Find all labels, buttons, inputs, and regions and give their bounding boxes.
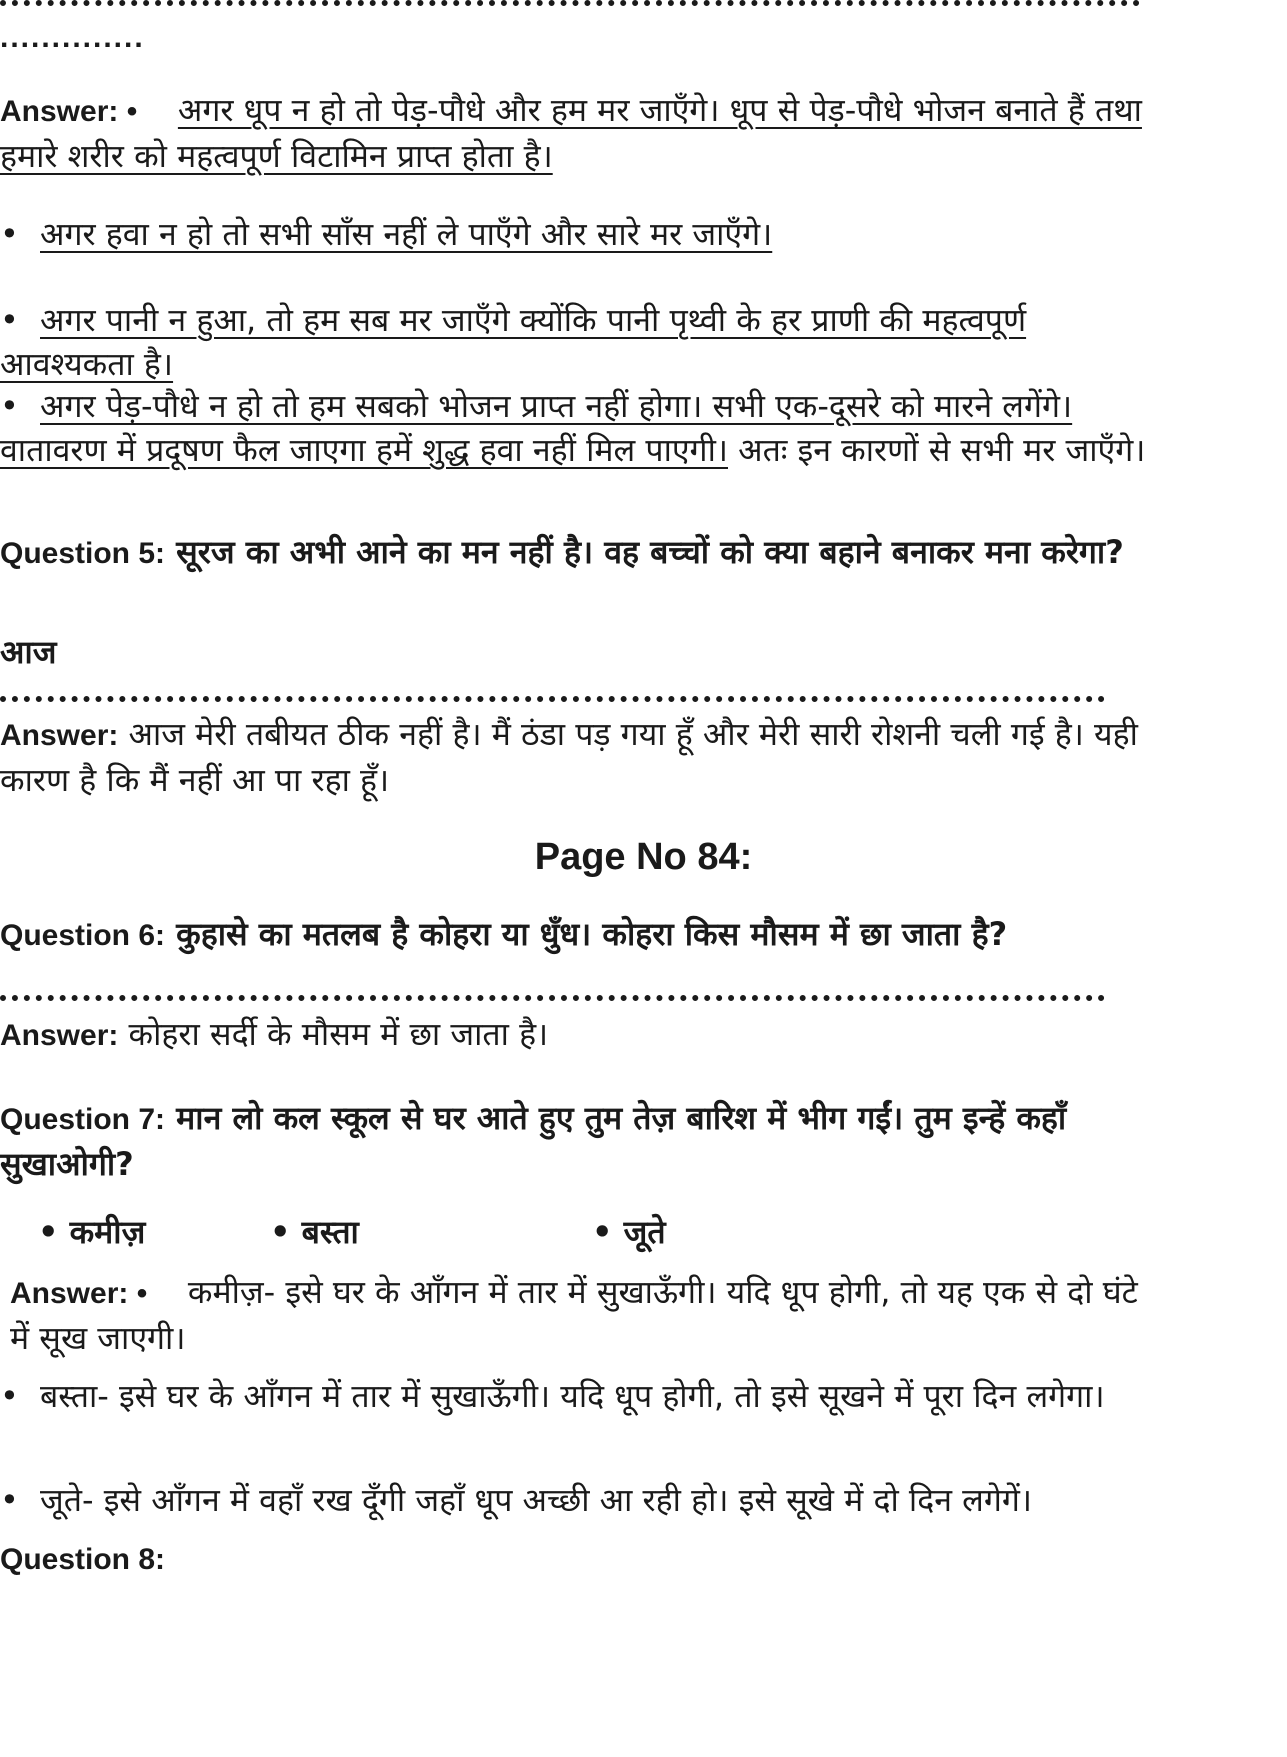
q4-answer-para-1 — [0, 88, 1150, 178]
page-heading: Page No 84: — [534, 836, 753, 878]
question-6 — [0, 912, 1150, 958]
answer-label: Answer: — [0, 1019, 119, 1052]
question-label: Question 7: — [0, 1103, 166, 1136]
question-text: मान लो कल स्कूल से घर आते हुए तुम तेज़ बारिश में भीग गईं। तुम इन्हें कहाँ सुखाओगी? — [0, 1099, 1067, 1183]
fill-in-dots — [0, 995, 1105, 1005]
question-7-answer-1 — [10, 1270, 1160, 1360]
bullet: • — [0, 387, 19, 425]
answer-text: आज मेरी तबीयत ठीक नहीं है। मैं ठंडा पड़ गया हूँ और मेरी सारी रोशनी चली गई है। यही कारण है कि मैं नहीं आ पा रहा हूँ। — [0, 715, 1138, 799]
question-5-prompt: आज — [0, 633, 57, 671]
question-8 — [0, 1536, 165, 1582]
bullet: • — [0, 301, 19, 339]
answer-label: Answer: • — [0, 95, 138, 128]
answer-label: Answer: • — [10, 1277, 148, 1310]
answer-text: कमीज़- इसे घर के आँगन में तार में सुखाऊँगी। यदि धूप होगी, तो यह एक से दो घंटे में सूख जाएगी। — [10, 1273, 1138, 1357]
question-label: Question 8: — [0, 1543, 166, 1576]
q4-answer-para-4 — [0, 384, 1150, 472]
question-label: Question 5: — [0, 537, 166, 570]
answer-text-underlined: अगर पेड़-पौधे न हो तो हम सबको भोजन प्राप्त नहीं होगा। सभी एक-दूसरे को मारने लगेंगे। वातावरण में प्रदूषण फैल जाएगा हमें शुद्ध हवा नहीं मिल पाएगी। — [0, 387, 1073, 469]
fill-in-dots — [0, 696, 1105, 706]
question-text: कुहासे का मतलब है कोहरा या धुँध। कोहरा किस मौसम में छा जाता है? — [176, 915, 1008, 953]
option-shirt: • कमीज़ — [38, 1213, 146, 1251]
question-7-answer-2 — [0, 1374, 1150, 1418]
question-5 — [0, 530, 1150, 576]
answer-text: बस्ता- इसे घर के आँगन में तार में सुखाऊँगी। यदि धूप होगी, तो इसे सूखने में पूरा दिन लगेगा। — [40, 1377, 1105, 1415]
question-6-answer — [0, 1012, 1150, 1058]
q4-answer-para-2 — [0, 212, 1150, 256]
bullet: • — [0, 1481, 19, 1519]
answer-text: कोहरा सर्दी के मौसम में छा जाता है। — [128, 1015, 549, 1053]
question-label: Question 6: — [0, 919, 166, 952]
answer-text: अगर हवा न हो तो सभी साँस नहीं ले पाएँगे और सारे मर जाएँगे। — [40, 215, 773, 253]
q4-answer-para-3 — [0, 298, 1150, 386]
answer-label: Answer: — [0, 719, 119, 752]
bullet: • — [0, 215, 19, 253]
answer-text: जूते- इसे आँगन में वहाँ रख दूँगी जहाँ धूप अच्छी आ रही हो। इसे सूखे में दो दिन लगेगें। — [40, 1481, 1032, 1519]
question-7 — [0, 1096, 1150, 1186]
question-7-answer-3 — [0, 1478, 1150, 1522]
question-text: सूरज का अभी आने का मन नहीं है। वह बच्चों को क्या बहाने बनाकर मना करेगा? — [176, 533, 1124, 571]
option-shoes: • जूते — [592, 1213, 666, 1251]
answer-text: अगर धूप न हो तो पेड़-पौधे और हम मर जाएँगे। धूप से पेड़-पौधे भोजन बनाते हैं तथा हमारे शरीर को महत्वपूर्ण विटामिन प्राप्त होता है। — [0, 91, 1142, 175]
fill-in-dots — [0, 0, 1140, 10]
answer-text: अतः इन कारणों से सभी मर जाएँगे। — [738, 431, 1146, 469]
option-bag: • बस्ता — [270, 1213, 359, 1251]
answer-text: अगर पानी न हुआ, तो हम सब मर जाएँगे क्योंकि पानी पृथ्वी के हर प्राणी की महत्वपूर्ण आवश्यकता है। — [0, 301, 1027, 383]
question-5-answer — [0, 712, 1160, 802]
bullet: • — [0, 1377, 19, 1415]
fill-in-dots-tail: .............. — [0, 21, 145, 54]
